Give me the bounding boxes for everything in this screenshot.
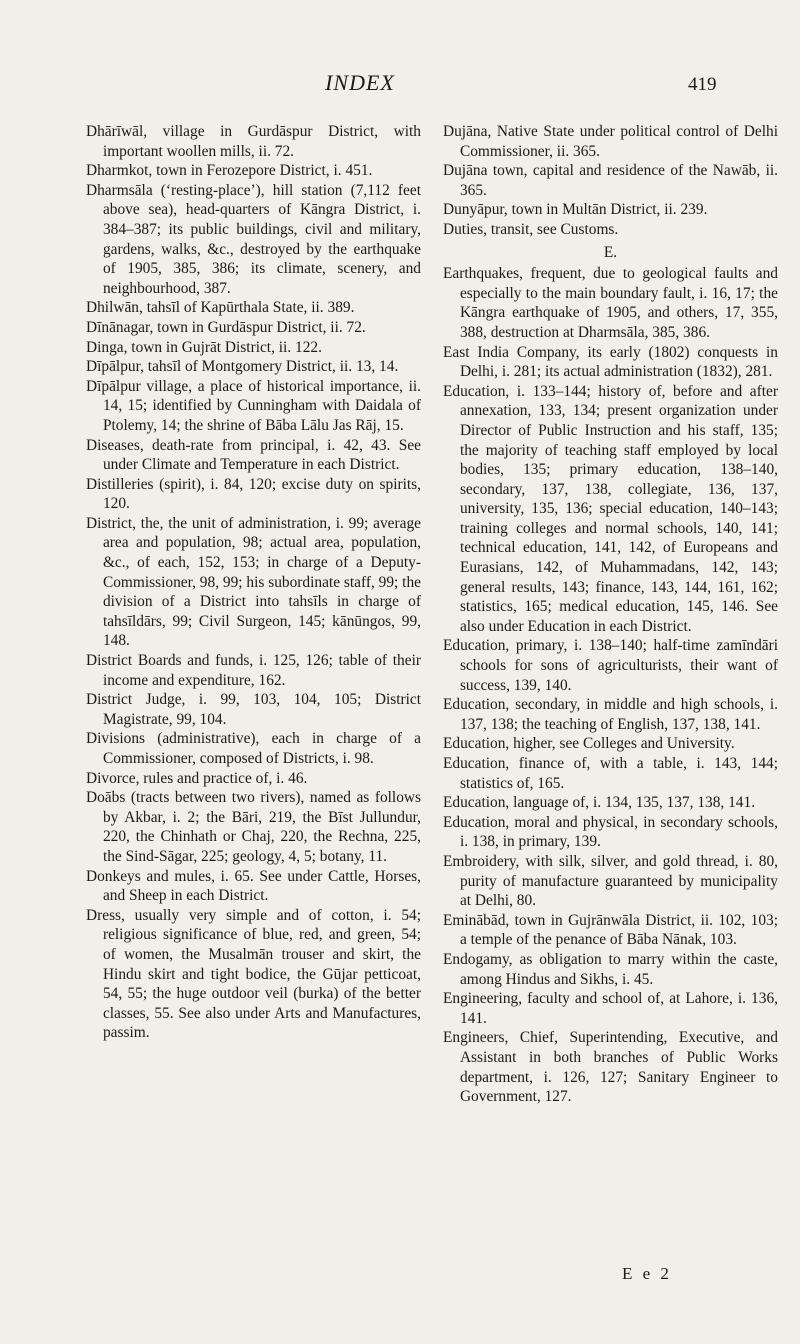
index-entry: Dhārīwāl, village in Gurdāspur District, with important woollen mills, ii. 72. bbox=[86, 123, 421, 160]
index-entry: Distilleries (spirit), i. 84, 120; excise duty on spirits, 120. bbox=[86, 475, 421, 513]
index-column-right bbox=[443, 122, 778, 1107]
index-entry: Divisions (administrative), each in charge of a Commissioner, composed of Districts, i. 98. bbox=[86, 730, 421, 767]
index-entry: District Boards and funds, i. 125, 126; table of their income and expenditure, 162. bbox=[86, 652, 421, 689]
index-entry: Education, higher, see Colleges and University. bbox=[443, 735, 735, 753]
index-entry: Eminābād, town in Gujrānwāla District, ii. 102, 103; a temple of the penance of Bāba Nānak, 103. bbox=[443, 911, 778, 949]
index-entry: Divorce, rules and practice of, i. 46. bbox=[86, 769, 308, 787]
running-title: INDEX bbox=[325, 70, 395, 95]
page-header bbox=[0, 70, 800, 110]
index-entry: Dīnānagar, town in Gurdāspur District, ii. 72. bbox=[86, 318, 366, 336]
index-entry: Dunyāpur, town in Multān District, ii. 239. bbox=[443, 201, 708, 219]
index-entry: Education, secondary, in middle and high schools, i. 137, 138; the teaching of English, 137, 138, 141. bbox=[443, 696, 778, 733]
index-entry: Endogamy, as obligation to marry within the caste, among Hindus and Sikhs, i. 45. bbox=[443, 950, 778, 988]
index-entry: Earthquakes, frequent, due to geological faults and especially to the main boundary fault, i. 16, 17; the Kāngra earthquake of 1905, and others, 17, 355, 388, destruction at Dharmsāla, 385, 386. bbox=[443, 265, 778, 341]
index-entry: Dhilwān, tahsīl of Kapūrthala State, ii. 389. bbox=[86, 299, 355, 317]
signature-mark: E e 2 bbox=[622, 1264, 672, 1283]
index-entry: Dinga, town in Gujrāt District, ii. 122. bbox=[86, 338, 322, 356]
index-entry: District, the, the unit of administration, i. 99; average area and population, 98; actual area, population, &c., of each, 152, 153; in charge of a Deputy-Commissioner, 98, 99; his subordinate staff, 99; the division of a District into tahsīls in charge of tahsīldārs, 99; Civil Surgeon, 145; kānūngos, 99, 148. bbox=[86, 514, 421, 650]
index-entry: Education, i. 133–144; history of, before and after annexation, 133, 134; present organization under Director of Public Instruction and his staff, 135; the majority of teaching staff employed by local bodies, 135; primary education, 138–140, secondary, 137, 138, collegiate, 136, 137, university, 135, 136; special education, 140–143; training colleges and normal schools, 140, 141; technical education, 141, 142, of Europeans and Eurasians, 142, of Muhammadans, 142, 143; general results, 143; finance, 143, 144, 161, 162; statistics, 165; medical education, 145, 146. See also under Education in each District. bbox=[443, 382, 778, 635]
index-entry: East India Company, its early (1802) conquests in Delhi, i. 281; its actual administration (1832), 281. bbox=[443, 343, 778, 381]
index-column-left bbox=[86, 122, 421, 1043]
index-entry: Dīpālpur village, a place of historical importance, ii. 14, 15; identified by Cunningham with Daidala of Ptolemy, 14; the shrine of Bāba Lālu Jas Rāj, 15. bbox=[86, 377, 421, 434]
index-entry: Dharmsāla (‘resting-place’), hill station (7,112 feet above sea), head-quarters of Kāngra District, i. 384–387; its public buildings, civil and military, gardens, walks, &c., destroyed by the earthquake of 1905, 385, 386; its climate, scenery, and neighbourhood, 387. bbox=[86, 181, 421, 297]
index-entry: Dujāna, Native State under political control of Delhi Commissioner, ii. 365. bbox=[443, 123, 778, 160]
index-entry: Education, finance of, with a table, i. 143, 144; statistics of, 165. bbox=[443, 755, 778, 792]
index-entry: Dharmkot, town in Ferozepore District, i. 451. bbox=[86, 162, 373, 180]
index-entry: Diseases, death-rate from principal, i. 42, 43. See under Climate and Temperature in each District. bbox=[86, 436, 421, 474]
index-entry: Doābs (tracts between two rivers), named as follows by Akbar, i. 2; the Bāri, 219, the Bīst Jullundur, 220, the Chinhath or Chaj, 220, the Rechna, 225, the Sind-Sāgar, 225; geology, 4, 5; botany, 11. bbox=[86, 789, 421, 865]
index-entry: Education, language of, i. 134, 135, 137, 138, 141. bbox=[443, 794, 756, 812]
page-number: 419 bbox=[688, 74, 717, 95]
index-entry: Dīpālpur, tahsīl of Montgomery District, ii. 13, 14. bbox=[86, 358, 399, 376]
section-letter-heading: E. bbox=[603, 243, 618, 261]
index-entry: Donkeys and mules, i. 65. See under Cattle, Horses, and Sheep in each District. bbox=[86, 867, 421, 905]
index-entry: Dujāna town, capital and residence of the Nawāb, ii. 365. bbox=[443, 162, 778, 199]
index-entry: District Judge, i. 99, 103, 104, 105; District Magistrate, 99, 104. bbox=[86, 691, 421, 728]
index-entry: Embroidery, with silk, silver, and gold thread, i. 80, purity of manufacture guaranteed by municipality at Delhi, 80. bbox=[443, 852, 778, 910]
index-entry: Dress, usually very simple and of cotton, i. 54; religious significance of blue, red, and green, 54; of women, the Musalmān trouser and skirt, the Hindu skirt and tight bodice, the Gūjar petticoat, 54, 55; the huge outdoor veil (burka) of the better classes, 55. See also under Arts and Manufactures, passim. bbox=[86, 906, 421, 1042]
index-entry: Education, moral and physical, in secondary schools, i. 138, in primary, 139. bbox=[443, 813, 778, 851]
index-entry: Duties, transit, see Customs. bbox=[443, 220, 619, 238]
index-entry: Education, primary, i. 138–140; half-time zamīndāri schools for sons of agriculturists, their want of success, 139, 140. bbox=[443, 637, 778, 694]
index-entry: Engineering, faculty and school of, at Lahore, i. 136, 141. bbox=[443, 990, 778, 1027]
index-entry: Engineers, Chief, Superintending, Executive, and Assistant in both branches of Public Works department, i. 126, 127; Sanitary Engineer to Government, 127. bbox=[443, 1029, 778, 1106]
